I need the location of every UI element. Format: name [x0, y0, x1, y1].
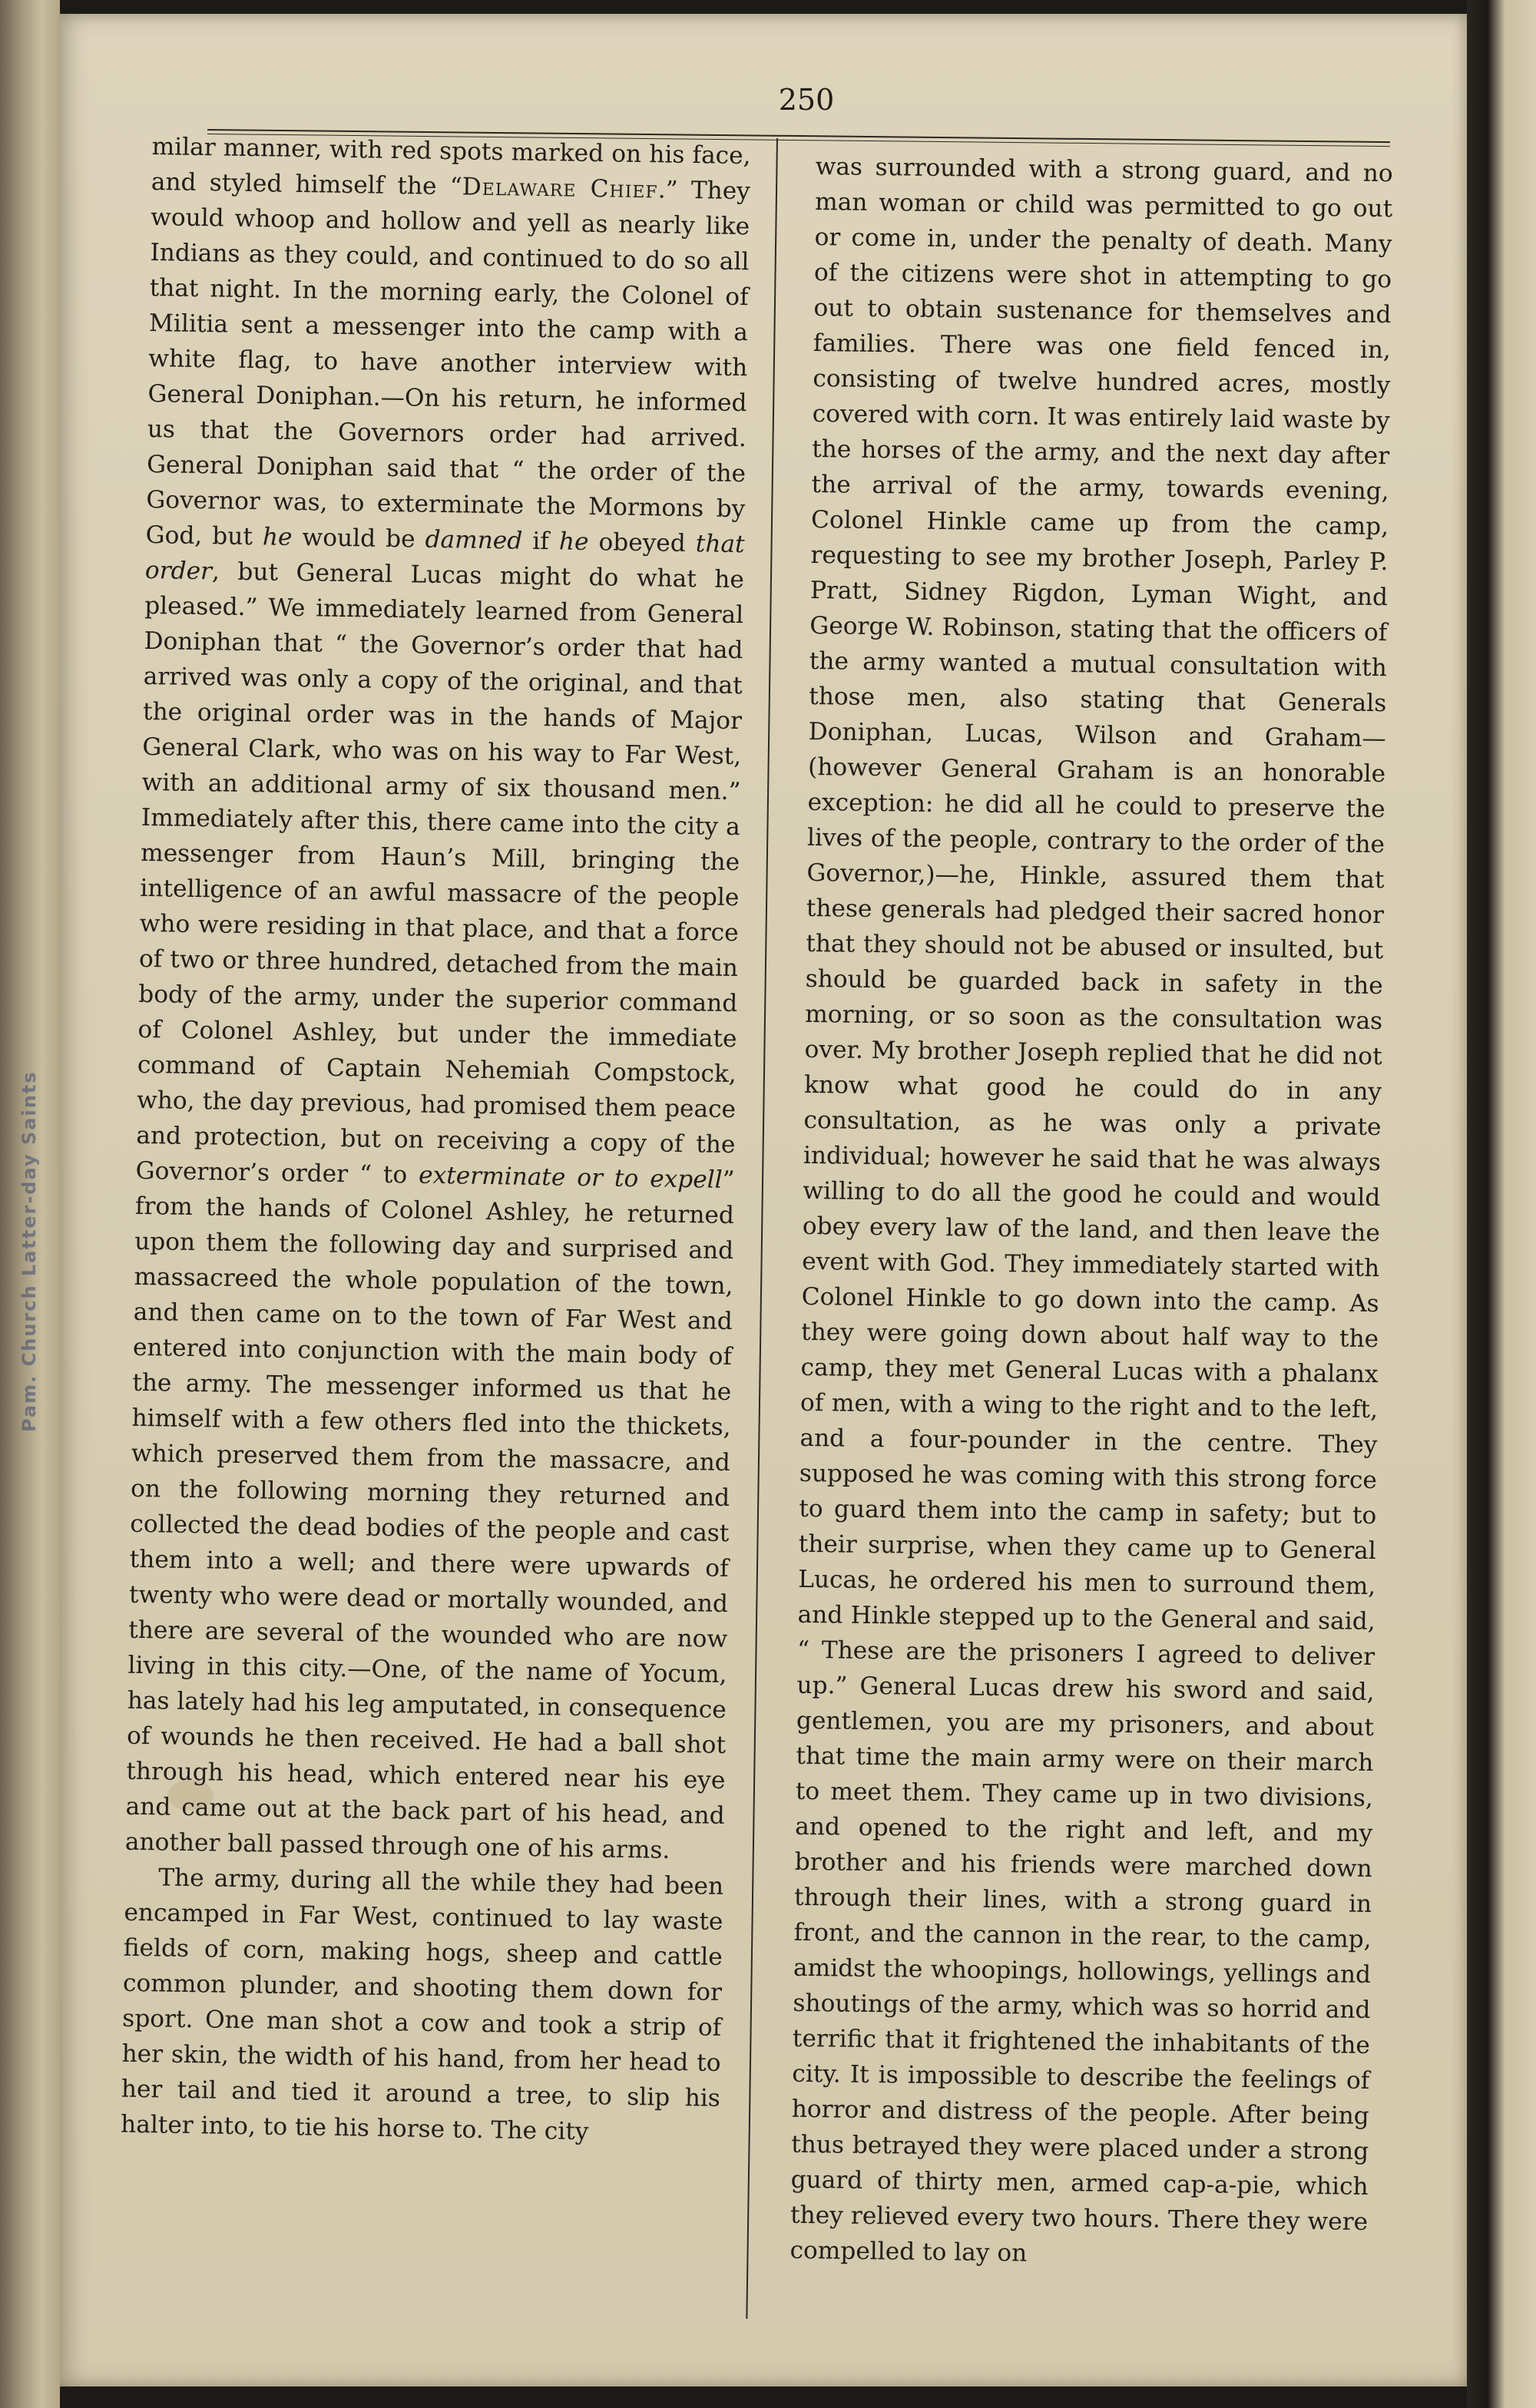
right-column — [790, 149, 1393, 2275]
page-number: 250 — [778, 83, 835, 117]
left-column — [121, 129, 751, 2152]
paragraph: milar manner, with red spots marked on his face, and styled himself the “Delaware Chief.” They would whoop and hollow and yell as nearly like Indians as they could, and continued to do so all that night. In the morning early, the Colonel of Militia sent a messenger into the camp with a white flag, to have another interview with General Doniphan.—On his return, he informed us that the Governors order had arrived. General Doniphan said that “ the order of the Governor was, to exterminate the Mormons by God, but he would be damned if he obeyed that order, but General Lucas might do what he pleased.” We immediately learned from General Doniphan that “ the Governor’s order that had arrived was only a copy of the original, and that the original order was in the hands of Major General Clark, who was on his way to Far West, with an additional army of six thousand men.” Immediately after this, there came into the city a messenger from Haun’s Mill, bringing the intelligence of an awful massacre of the people who were residing in that place, and that a force of two or three hundred, detached from the main body of the army, under the superior command of Colonel Ashley, but under the immediate command of Captain Nehemiah Compstock, who, the day previous, had promised them peace and protection, but on receiving a copy of the Governor’s order “ to exterminate or to expell” from the hands of Colonel Ashley, he returned upon them the following day and surprised and massacreed the whole population of the town, and then came on to the town of Far West and entered into conjunction with the main body of the army. The messenger informed us that he himself with a few others fled into the thickets, which preserved them from the massacre, and on the following morning they returned and collected the dead bodies of the people and cast them into a well; and there were upwards of twenty who were dead or mortally wounded, and there are several of the wounded who are now living in this city.—One, of the name of Yocum, has lately had his leg amputated, in consequence of wounds he then received. He had a ball shot through his head, which entered near his eye and came out at the back part of his head, and another ball passed through one of his arms. — [124, 132, 751, 1864]
facing-page-edge — [1467, 0, 1536, 2408]
paragraph: was surrounded with a strong guard, and no man woman or child was permitted to go out or come in, under the penalty of death. Many of the citizens were shot in attempting to go out to obtain sustenance for themselves and families. There was one field fenced in, consisting of twelve hundred acres, mostly covered with corn. It was entirely laid waste by the horses of the army, and the next day after the arrival of the army, towards evening, Colonel Hinkle came up from the camp, requesting to see my brother Joseph, Parley P. Pratt, Sidney Rigdon, Lyman Wight, and George W. Robinson, stating that the officers of the army wanted a mutual consultation with those men, also stating that Generals Doniphan, Lucas, Wilson and Graham—(however General Graham is an honorable exception: he did all he could to preserve the lives of the people, contrary to the order of the Governor,)—he, Hinkle, assured them that these generals had pledged their sacred honor that they should not be abused or insulted, but should be guarded back in safety in the morning, or so soon as the consultation was over. My brother Joseph replied that he did not know what good he could do in any consultation, as he was only a private individual; however he said that he was always willing to do all the good he could and would obey every law of the land, and then leave the event with God. They immediately started with Colonel Hinkle to go down into the camp. As they were going down about half way to the camp, they met General Lucas with a phalanx of men, with a wing to the right and to the left, and a four-pounder in the centre. They supposed he was coming with this strong force to guard them into the camp in safety; but to their surprise, when they came up to General Lucas, he ordered his men to surround them, and Hinkle stepped up to the General and said, “ These are the prisoners I agreed to deliver up.” General Lucas drew his sword and said, gentlemen, you are my prisoners, and about that time the main army were on their march to meet them. They came up in two divisions, and opened to the right and left, and my brother and his friends were marched down through their lines, with a strong guard in front, and the cannon in the rear, to the camp, amidst the whoopings, hollowings, yellings and shoutings of the army, which was so horrid and terrific that it frightened the inhabitants of the city. It is impossible to describe the feelings of horror and distress of the people. After being thus betrayed they were placed under a strong guard of thirty men, armed cap-a-pie, which they relieved every two hours. There they were compelled to lay on — [790, 152, 1393, 2267]
book-spine — [0, 0, 60, 2408]
paragraph: The army, during all the while they had been encamped in Far West, continued to lay waste fields of corn, making hogs, sheep and cattle common plunder, and shooting them down for sport. One man shot a cow and took a strip of her skin, the width of his hand, from her head to her tail and tied it around a tree, to slip his halter into, to tie his horse to. The city — [120, 1864, 724, 2146]
library-stamp: Pam. Church Latter-day Saints — [18, 1070, 40, 1433]
